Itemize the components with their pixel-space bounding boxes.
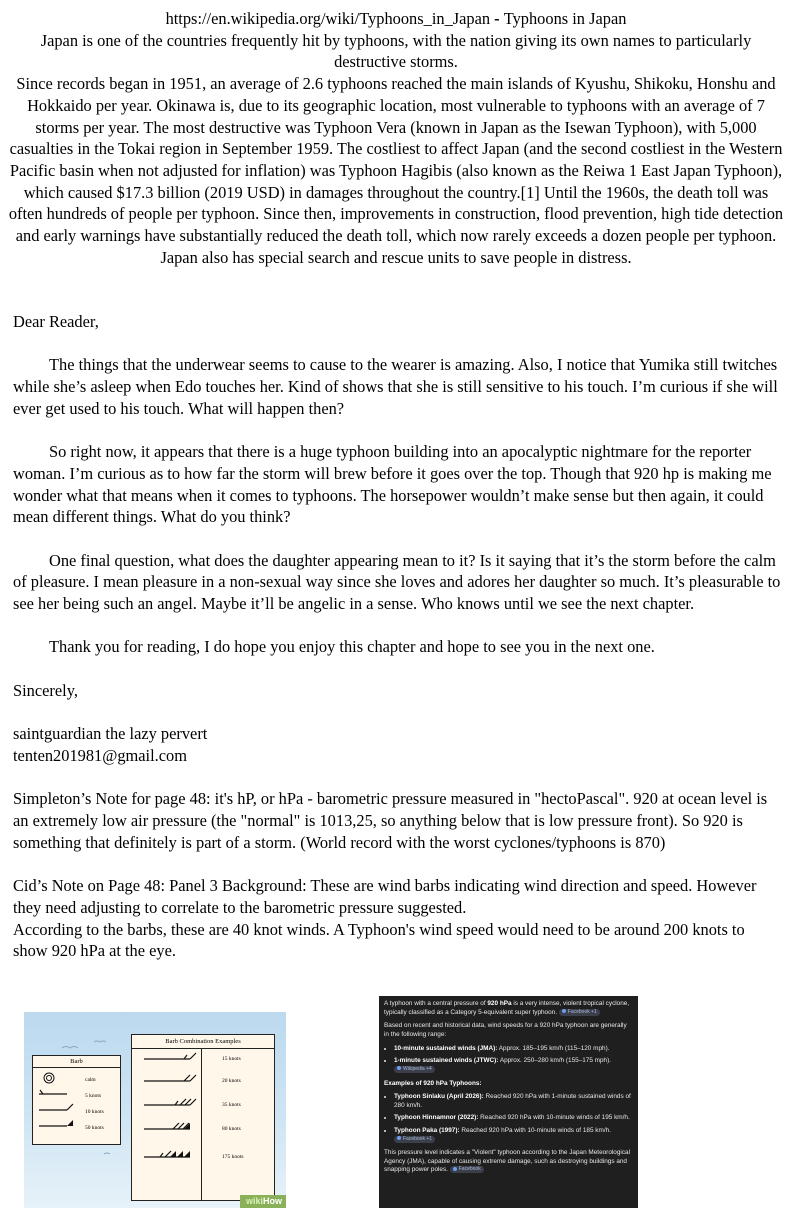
wikihow-logo-b: How xyxy=(263,1196,282,1206)
ai-intro-c: is a very intense, violent tropical cyclone, typically classified as a Category 5-equivalent super typhoon. xyxy=(384,1000,630,1016)
barb-label-10: 10 knots xyxy=(85,1109,104,1115)
ai-answer-image xyxy=(379,996,638,1208)
intro-text: Japan is one of the countries frequently hit by typhoons, with the nation giving its own names to particularly destructive storms. xyxy=(40,30,752,72)
letter-paragraph-4: Thank you for reading, I do hope you enjoy this chapter and hope to see you in the next one. xyxy=(49,637,655,657)
wikihow-logo-a: wiki xyxy=(245,1196,263,1206)
combo-label-175: 175 knots xyxy=(222,1154,244,1160)
ai-examples-title xyxy=(384,1080,633,1089)
summary-text: Since records began in 1951, an average of 2.6 typhoons reached the main islands of Kyushu, Shikoku, Honshu and Hokkaido per year. Okinawa is, due to its geographic location, most vulnerable to typhoons with an average of 7 storms per year. The most destructive was Typhoon Vera (known in Japan as the Isewan Typhoon), with 5,000 casualties in the Tokai region in September 1959. The costliest to affect Japan (and the second costliest in the Western Pacific basin when not adjusted for inflation) was Typhoon Hagibis (also known as the Reiwa 1 East Japan Typhoon), which caused $17.3 billion (2019 USD) in damages throughout the country.[1] Until the 1960s, the death toll was often hundreds of people per typhoon. Since then, improvements in construction, flood prevention, high tide detection and early warnings have substantially reduced the death toll, which now rarely exceeds a dozen people per typhoon. Japan also has special search and rescue units to save people in distress. xyxy=(8,74,784,267)
letter-body xyxy=(13,311,781,962)
barb-legend-title: Barb xyxy=(33,1056,120,1068)
barb-label-50: 50 knots xyxy=(85,1125,104,1131)
source-title: Typhoons in Japan xyxy=(503,9,627,28)
combo-divider xyxy=(201,1048,202,1200)
wikipedia-icon xyxy=(397,1066,401,1070)
ai-wind-value: Approx. 250–280 km/h (155–175 mph). xyxy=(498,1057,612,1065)
ai-examples-heading: Examples of 920 hPa Typhoons: xyxy=(384,1079,482,1087)
ai-answer-range: Based on recent and historical data, wind speeds for a 920 hPa typhoon are generally in the following range: xyxy=(384,1022,627,1038)
barb-combination-title: Barb Combination Examples xyxy=(132,1035,274,1049)
cid-note-2: According to the barbs, these are 40 knot winds. A Typhoon's wind speed would need to be around 200 knots to show 920 hPa at the eye. xyxy=(13,919,745,961)
ai-example-sinlaku xyxy=(394,1093,633,1110)
source-badge-wikipedia xyxy=(394,1066,435,1073)
wind-barb-image xyxy=(24,1012,286,1208)
ai-answer-intro xyxy=(384,1000,633,1017)
combo-label-80: 80 knots xyxy=(222,1126,241,1132)
barb-combination-symbols xyxy=(132,1049,200,1199)
barb-label-calm: calm xyxy=(85,1077,96,1083)
combo-label-15: 15 knots xyxy=(222,1056,241,1062)
facebook-icon xyxy=(453,1167,457,1171)
source-badge-text: Wikipedia +4 xyxy=(403,1065,432,1072)
source-badge-facebook xyxy=(559,1009,600,1016)
facebook-icon xyxy=(562,1009,566,1013)
author-name: saintguardian the lazy pervert xyxy=(13,724,208,744)
ai-wind-label: 10-minute sustained winds (JMA): xyxy=(394,1044,498,1052)
barb-label-5: 5 knots xyxy=(85,1093,102,1099)
ai-example-label: Typhoon Sinlaku (April 2026): xyxy=(394,1093,484,1101)
source-badge-text: Facebook +1 xyxy=(403,1135,433,1142)
ai-wind-item-jma xyxy=(394,1045,633,1054)
source-line xyxy=(8,8,784,30)
ai-answer-conclusion xyxy=(384,1149,633,1175)
ai-example-label: Typhoon Hinnamnor (2022): xyxy=(394,1114,479,1122)
ai-wind-label: 1-minute sustained winds (JTWC): xyxy=(394,1057,499,1065)
ai-example-hinnamnor xyxy=(394,1114,633,1123)
ai-wind-list xyxy=(384,1045,633,1075)
source-badge-text: Facebook +1 xyxy=(567,1008,597,1015)
wikihow-logo xyxy=(240,1195,286,1208)
ai-wind-value: Approx. 185–195 km/h (115–120 mph). xyxy=(497,1044,610,1052)
letter-paragraph-2: So right now, it appears that there is a huge typhoon building into an apocalyptic nightmare for the reporter woman. I’m curious as to how far the storm will brew before it goes over the top. Though that 920 hp is making me wonder what that means when it comes to typhoons. The horsepower wouldn’t make sense but then again, it could mean different things. What do you think? xyxy=(13,442,772,527)
ai-wind-item-jtwc xyxy=(394,1057,633,1074)
closing: Sincerely, xyxy=(13,680,78,700)
barb-legend-panel xyxy=(32,1055,121,1145)
letter-paragraph-1: The things that the underwear seems to cause to the wearer is amazing. Also, I notice that Yumika still twitches while she’s asleep when Edo touches her. Kind of shows that she is still sensitive to his touch. I’m curious if she will ever get used to his touch. What will happen then? xyxy=(13,355,778,418)
ai-intro-b: 920 hPa xyxy=(487,1000,512,1007)
wikipedia-excerpt xyxy=(8,8,784,268)
ai-example-paka xyxy=(394,1127,633,1144)
source-badge-facebook xyxy=(394,1136,435,1143)
ai-examples-list xyxy=(384,1093,633,1144)
ai-example-value: Reached 920 hPa with 1-minute sustained winds of 280 km/h. xyxy=(394,1093,631,1109)
ai-example-value: Reached 920 hPa with 10-minute winds of 185 km/h. xyxy=(459,1126,611,1134)
ai-conclusion-text: This pressure level indicates a "Violent" typhoon according to the Japan Meteorological Agency (JMA), capable of causing extreme damage, such as destroying buildings and snapping power poles. xyxy=(384,1149,630,1174)
combo-label-35: 35 knots xyxy=(222,1102,241,1108)
source-separator: - xyxy=(490,9,504,28)
author-email: tenten201981@gmail.com xyxy=(13,745,187,765)
facebook-icon xyxy=(397,1136,401,1140)
source-url: https://en.wikipedia.org/wiki/Typhoons_in_Japan xyxy=(165,9,491,28)
ai-intro-a: A typhoon with a central pressure of xyxy=(384,1000,488,1007)
source-badge-facebook xyxy=(450,1166,484,1173)
simpleton-note: Simpleton’s Note for page 48: it's hP, or hPa - barometric pressure measured in "hectoPascal". 920 at ocean level is an extremely low air pressure (the "normal" is 1013,25, so anything below that is low pressure front). So 920 is something that definitely is part of a storm. (World record with the worst cyclones/typhoons is 870) xyxy=(13,789,768,852)
combo-label-20: 20 knots xyxy=(222,1078,241,1084)
ai-example-value: Reached 920 hPa with 10-minute winds of 195 km/h. xyxy=(478,1114,630,1122)
barb-combination-panel xyxy=(131,1034,275,1201)
cid-note-1: Cid’s Note on Page 48: Panel 3 Background: These are wind barbs indicating wind direction and speed. However they need adjusting to correlate to the barometric pressure suggested. xyxy=(13,876,757,917)
greeting: Dear Reader, xyxy=(13,312,99,331)
source-badge-text: Facebook xyxy=(458,1166,481,1173)
ai-example-label: Typhoon Paka (1997): xyxy=(394,1126,460,1134)
barb-symbols xyxy=(35,1068,85,1144)
letter-paragraph-3: One final question, what does the daughter appearing mean to it? Is it saying that it’s the storm before the calm of pleasure. I mean pleasure in a non-sexual way since she loves and adores her daughter so much. It’s pleasurable to see her being such an angel. Maybe it’ll be angelic in a sense. Who knows until we see the next chapter. xyxy=(13,550,781,614)
